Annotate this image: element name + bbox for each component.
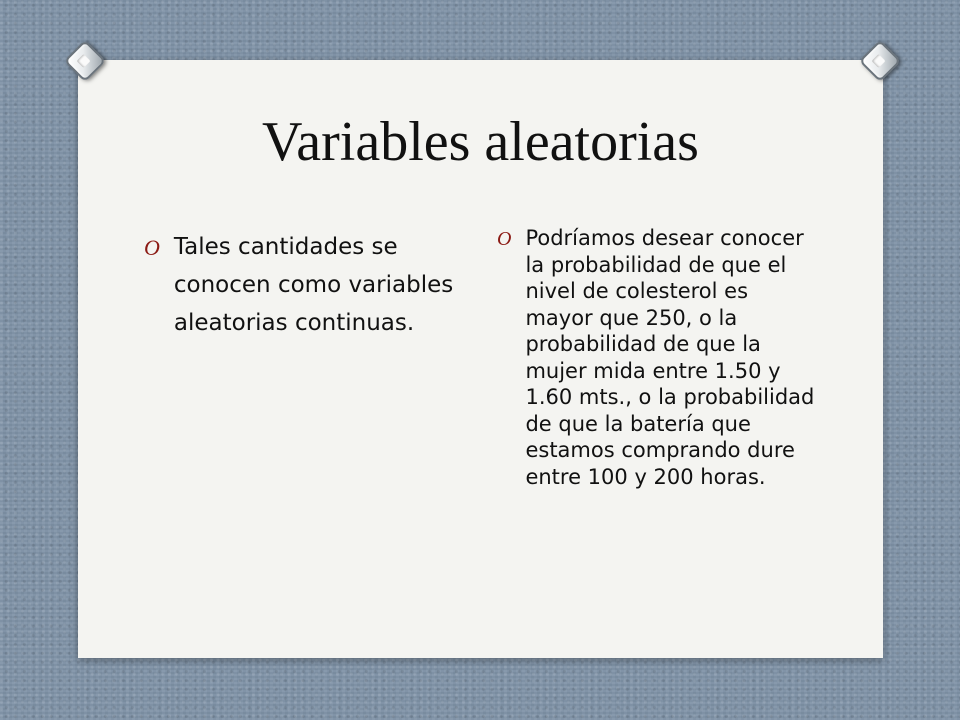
- bullet-text: Tales cantidades se conocen como variables aleatorias continuas.: [173, 234, 454, 336]
- bullet-text: Podríamos desear conocer la probabilidad de que el nivel de colesterol es mayor que 250, o la probabilidad de que la mujer mida entre 1.50 y 1.60 mts., o la probabilidad de que la batería que estamos comprando dure entre 100 y 200 horas.: [525, 226, 815, 489]
- bullet-marker-icon: O: [144, 235, 160, 260]
- bullet-item-right: [497, 225, 815, 490]
- bullet-item-left: [144, 228, 462, 342]
- slide-title: Variables aleatorias: [262, 111, 699, 173]
- bullet-marker-icon: O: [497, 228, 512, 250]
